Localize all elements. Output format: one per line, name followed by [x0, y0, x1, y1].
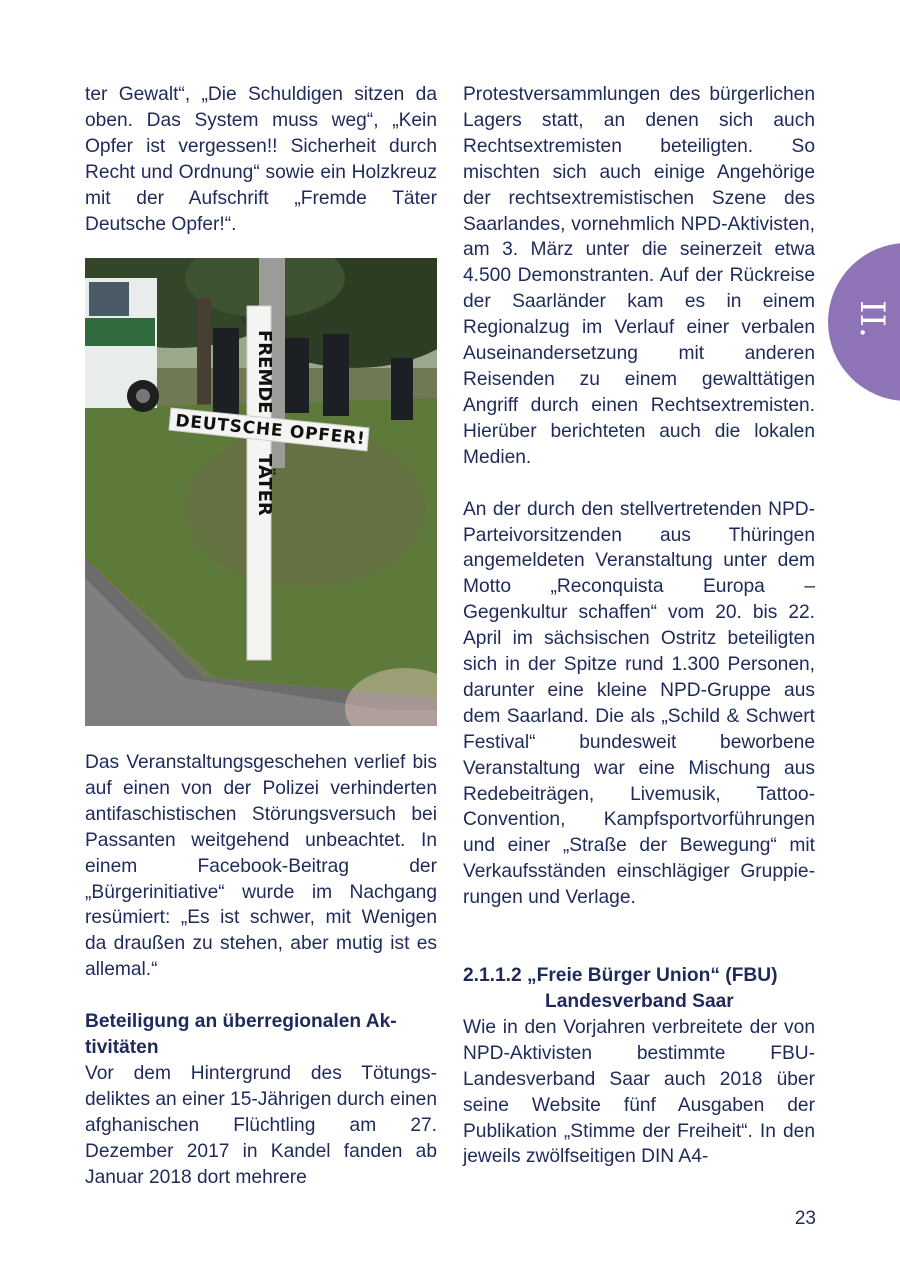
chapter-tab	[828, 243, 900, 401]
section-heading-line2: Landesverband Saar	[545, 991, 734, 1012]
right-paragraph-1: Protestversammlungen des bürgerlichen Lagers statt, an denen sich auch Rechtsextremisten beteiligten. So mischten sich auch einige Angehörige der rechtsextremistischen Szene des Saarlandes, vornehmlich NPD-Aktivisten, am 3. März unter die seinerzeit etwa 4.500 Demonstranten. Auf der Rückreise der Saarländer kam es in einem Regionalzug im Verlauf einer verbalen Auseinandersetzung mit anderen Reisenden zu einem gewalttätigen Angriff durch einen Rechtsextremisten. Hierüber berichteten auch die lokalen Medien.	[463, 84, 815, 468]
cross-photo	[85, 258, 437, 726]
right-column	[463, 82, 815, 1170]
cross-text-deutsche-opfer: DEUTSCHE OPFER!	[174, 411, 366, 450]
subheading-ueberregional: Beteiligung an überregionalen Aktivitäten	[85, 1011, 397, 1059]
left-column	[85, 82, 437, 237]
section-heading	[463, 963, 815, 1015]
right-paragraph-2: An der durch den stellvertretenden NPD-Parteivorsitzenden aus Thüringen angemeldeten Veranstaltung unter dem Motto „Reconquista Europa – Gegenkultur schaffen“ vom 20. bis 22. April im sächsischen Ostritz beteiligten sich in der Spitze rund 1.300 Personen, darunter eine kleine NPD-Gruppe aus dem Saarland. Die als „Schild & Schwert Festival“ bundesweit beworbene Veranstaltung war eine Mischung aus Redebeiträgen, Livemusik, Tattoo-Convention, Kampfsportvorführungen und einer „Straße der Bewegung“ mit Verkaufsständen einschlägiger Gruppierungen und Verlage.	[463, 498, 815, 909]
chapter-tab-label: II.	[852, 300, 892, 338]
left-paragraph-2: Das Veranstaltungsgeschehen verlief bis auf einen von der Polizei verhinderten antifaschistischen Störungsversuch bei Passanten weitgehend unbeachtet. In einem Facebook-Beitrag der „Bürgerinitiative“ wurde im Nachgang resümiert: „Es ist schwer, mit Wenigen da draußen zu stehen, aber mutig ist es allemal.“	[85, 752, 437, 981]
left-paragraph-3: Vor dem Hintergrund des Tötungsdeliktes an einer 15-Jährigen durch einen afghanischen Flüchtling am 27. Dezember 2017 in Kandel fanden ab Januar 2018 dort mehrere	[85, 1062, 437, 1188]
left-intro-paragraph: ter Gewalt“, „Die Schuldigen sitzen da oben. Das System muss weg“, „Kein Opfer ist vergessen!! Sicherheit durch Recht und Ordnung“ sowie ein Holzkreuz mit der Aufschrift „Fremde Täter Deutsche Opfer!“.	[85, 84, 437, 235]
section-heading-line1: 2.1.1.2 „Freie Bürger Union“ (FBU)	[463, 965, 778, 987]
cross-text-fremde: FREMDE	[254, 330, 275, 414]
page-number: 23	[794, 1208, 816, 1229]
left-column-lower	[85, 750, 437, 1191]
right-paragraph-3: Wie in den Vorjahren verbreitete der von NPD-Aktivisten bestimmte FBU-Landesverband Saar auch 2018 über seine Website fünf Ausgaben der Publikation „Stimme der Freiheit“. In den jeweils zwölfseitigen DIN A4-	[463, 1016, 815, 1168]
cross-text-taeter: TÄTER	[254, 454, 275, 516]
